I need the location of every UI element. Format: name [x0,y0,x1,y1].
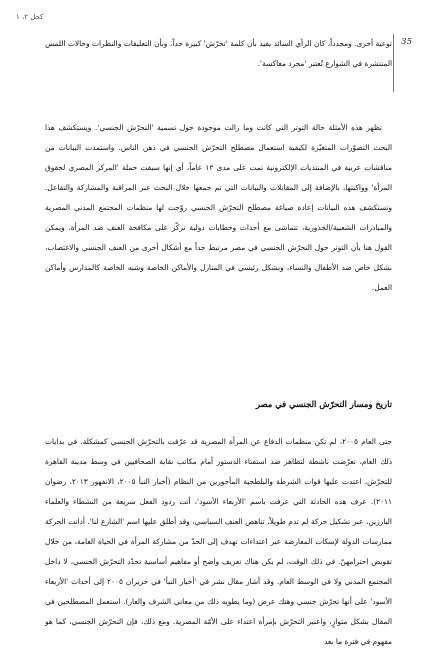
margin-rule [393,34,394,92]
paragraph-history: حتى العام ٢٠٠٥، لم تكن منظمات الدفاع عن المرأة المصرية قد عرّفت بالتحرّش الجنسي كمشكلة. في بدايات ذلك العام، تعرّضت ناشطة لتظاهر ضد استفتاء الدستور أمام مكاتب نقابة الصحافيين في وسط مدينة القاهرة للتحرّش، اعتدت عليها قوات الشرطة والبلطجية المأجورين من النظام (أخبار النبأ ٢٠٠٥، الانفهور ٢٠١٣، رضوان ٢٠١١). عرف هذه الحادثة التي عرفت باسم 'الأربعاء الأسود'، أتت ردود الفعل سريعة من النشطاء والعلماء البارزين، عبر تشكيل حركة لم تدم طويلاً، تناهض العنف السياسي، وقد أطلق عليها اسم 'الشارع لنا'. أدانت الحركة ممارسات الدولة لإسكات المعارضة عبر اعتداءات تهدف إلى الحدّ من مشاركة المرأة في الحياة العامة، من خلال تقويض احترامهنّ. في ذلك الوقت، لم يكن هناك تعريف واضح أو مفاهيم أساسية تحدّد التحرّش الجنسي، لا داخل المجتمع المدني ولا في الوسط العام. وقد أشار مقال نشر في 'أخبار النبأ' في حزيران ٢٠٠٥ إلى أحداث 'الأربعاء الأسود' على أنها تحرّش جنسي وهتك عرض (وما يطويه ذلك من معاني الشرف والعار). استعمل المصطلحين في المقال بشكل متوازٍ، واعتبر التحرّش بإمرأة اعتداء على الأمّة المصرية. ومع ذلك، فإن التحرّش الجنسي، كما هو مفهوم في فترة ما بعد [45,437,392,646]
section-heading: تاريخ ومسار التحرّش الجنسي في مصر [255,399,392,409]
page-number: 35 [401,37,412,47]
running-head: كحل ٢، ١ [16,13,44,21]
paragraph-intro: توعية أخرى. ومجدداً، كان الرأي السائد يفيد بأن كلمة 'تحرّش' كبيرة جداً، وبأن التعليقات والنظرات وحالات اللمس المنتشرة في الشوارع تُعتبر 'مجرد معاكسة'. [45,39,392,68]
paragraph-research: تظهر هذه الأمثلة حالة التوتر التي كانت وما زالت موجودة حول تسمية 'التحرّش الجنسي'. ويستكشف هذا البحث التصوّرات المتغيّرة لكيفية استعمال مصطلح التحرّش الجنسي في ذهن الناس. واستمدت البيانات من مناقشات عربية في المنتديات الإلكترونية تمت على مدى ١٢ عاماً، أي إنها سبقت حملة 'المركز المصري لحقوق المرأة' وواكبتها، بالإضافة إلى المقابلات والبيانات التي تم جمعها خلال البحث عبر المراقبة والمشاركة والتفاعل. وتستكشف هذه البيانات إعادة صياغة مصطلح التحرّش الجنسي روّجت لها منظمات المجتمع المدني المصرية والمبادرات الشعبية/الجذورية، تتماشى مع أحداث وخطابات دولية تركّز على مكافحة العنف ضد المرأة. ويمكن القول هنا بأن التوتر حول التحرّش الجنسي في مصر مرتبط جداً مع أشكال أخرى من العنف الجنسي والاغتصاب، بشكل خاص ضد الأطفال والنساء، وبشكل رئيسي في المنازل والأماكن الخاصة وشبه الخاصة كالمدارس وأماكن العمل. [45,123,392,292]
